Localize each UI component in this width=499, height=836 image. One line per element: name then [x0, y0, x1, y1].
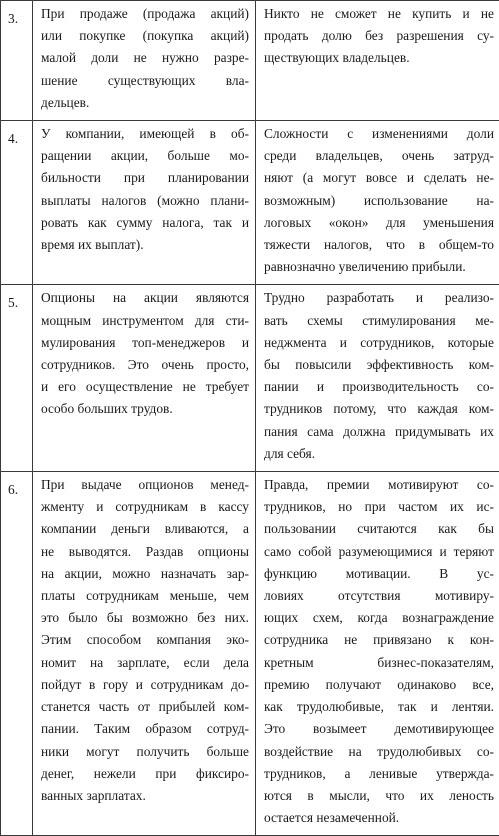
- text-line: кретным бизнес-показателям,: [264, 652, 494, 674]
- text-line: для себя.: [264, 443, 494, 465]
- row-number-cell: [1, 285, 33, 472]
- disadvantage-cell: [256, 1, 499, 121]
- text-line: У компании, имеющей в об-: [41, 123, 249, 145]
- table-row: [1, 1, 499, 121]
- text-line: Трудно разработать и реализо-: [264, 287, 494, 309]
- advantage-cell: [33, 1, 256, 121]
- text-line: пания сама должна придумывать их: [264, 421, 494, 443]
- disadvantage-cell: [256, 121, 499, 285]
- text-line: воздействие на трудолюбивых со-: [264, 741, 494, 763]
- text-line: на акции, можно назначать зар-: [41, 563, 249, 585]
- cell-text: [256, 1, 499, 76]
- disadvantage-cell: [256, 285, 499, 472]
- text-line: платы сотрудникам меньше, чем: [41, 585, 249, 607]
- text-line: ники могут получить больше: [41, 741, 249, 763]
- cell-text: [33, 121, 255, 262]
- text-line: сотрудников. Это очень просто,: [41, 354, 249, 376]
- text-line: трудников потому, что каждая ком-: [264, 398, 494, 420]
- text-line: жменту и сотрудникам в кассу: [41, 496, 249, 518]
- text-line: ванных зарплатах.: [41, 785, 249, 807]
- text-line: бы повысили эффективность ком-: [264, 354, 494, 376]
- text-line: ществующих владельцев.: [264, 47, 494, 69]
- text-line: логовых «окон» для уменьшения: [264, 212, 494, 234]
- cell-text: [33, 472, 255, 813]
- cell-text: [256, 285, 499, 471]
- text-line: мулирования топ-менеджеров и: [41, 332, 249, 354]
- row-number-cell: [1, 1, 33, 121]
- disadvantage-cell: [256, 472, 499, 836]
- text-line: Это возымеет демотивирующее: [264, 718, 494, 740]
- text-line: равнозначно увеличению прибыли.: [264, 256, 494, 278]
- text-line: пойдут в гору и сотрудникам до-: [41, 674, 249, 696]
- text-line: Сложности с изменениями доли: [264, 123, 494, 145]
- text-line: остается незамеченной.: [264, 807, 494, 829]
- text-line: номит на зарплате, если дела: [41, 652, 249, 674]
- text-line: или покупке (покупка акций): [41, 25, 249, 47]
- text-line: При выдаче опционов менед-: [41, 474, 249, 496]
- text-line: мощным инструментом для сти-: [41, 310, 249, 332]
- text-line: компании деньги вливаются, а: [41, 518, 249, 540]
- text-line: премию получают одинаково все,: [264, 674, 494, 696]
- row-number: 3.: [1, 1, 32, 30]
- text-line: Этим способом компания эко-: [41, 629, 249, 651]
- text-line: шение существующих вла-: [41, 70, 249, 92]
- text-line: тяжести налогов, что в общем-то: [264, 234, 494, 256]
- text-line: трудников, но при частом их ис-: [264, 496, 494, 518]
- table-row: [1, 121, 499, 285]
- table-row: [1, 285, 499, 472]
- text-line: не выводятся. Раздав опционы: [41, 541, 249, 563]
- text-line: выплаты налогов (можно плани-: [41, 190, 249, 212]
- text-line: возможным) использование на-: [264, 190, 494, 212]
- advantage-cell: [33, 285, 256, 472]
- text-line: Правда, премии мотивируют со-: [264, 474, 494, 496]
- text-line: станется часть от прибылей ком-: [41, 696, 249, 718]
- cell-text: [256, 472, 499, 835]
- text-line: продать долю без разрешения су-: [264, 25, 494, 47]
- text-line: это было бы возможно без них.: [41, 607, 249, 629]
- text-line: среди владельцев, очень затруд-: [264, 145, 494, 167]
- text-line: ются в мысли, что их леность: [264, 785, 494, 807]
- cell-text: [33, 1, 255, 120]
- row-number: 6.: [1, 472, 32, 501]
- text-line: При продаже (продажа акций): [41, 3, 249, 25]
- advantage-cell: [33, 472, 256, 836]
- text-line: ловиях отсутствия мотивиру-: [264, 585, 494, 607]
- cell-text: [33, 285, 255, 426]
- row-number: 4.: [1, 121, 32, 150]
- text-line: пользовании считаются как бы: [264, 518, 494, 540]
- text-line: пании и производительность со-: [264, 376, 494, 398]
- text-line: сотрудника не привязано к кон-: [264, 629, 494, 651]
- text-line: Никто не сможет не купить и не: [264, 3, 494, 25]
- text-line: ющих схем, когда вознаграждение: [264, 607, 494, 629]
- text-line: особо больших трудов.: [41, 398, 249, 420]
- text-line: ровать как сумму налога, так и: [41, 212, 249, 234]
- text-line: и его осуществление не требует: [41, 376, 249, 398]
- text-line: Опционы на акции являются: [41, 287, 249, 309]
- row-number-cell: [1, 121, 33, 285]
- text-line: ращении акции, больше мо-: [41, 145, 249, 167]
- text-line: неджмента и сотрудников, которые: [264, 332, 494, 354]
- text-line: функцию мотивации. В ус-: [264, 563, 494, 585]
- text-line: няют (а могут вовсе и сделать не-: [264, 167, 494, 189]
- text-line: само собой разумеющимися и теряют: [264, 541, 494, 563]
- text-line: как трудолюбивые, так и лентяи.: [264, 696, 494, 718]
- text-line: вать схемы стимулирования ме-: [264, 310, 494, 332]
- text-line: пании. Таким образом сотруд-: [41, 718, 249, 740]
- text-line: бильности при планировании: [41, 167, 249, 189]
- row-number-cell: [1, 472, 33, 836]
- text-line: малой доли не нужно разре-: [41, 47, 249, 69]
- advantage-cell: [33, 121, 256, 285]
- table-body: [1, 1, 499, 836]
- text-line: время их выплат).: [41, 234, 249, 256]
- row-number: 5.: [1, 285, 32, 314]
- cell-text: [256, 121, 499, 284]
- text-line: трудников, а ленивые утвержда-: [264, 763, 494, 785]
- table-row: [1, 472, 499, 836]
- text-line: денег, нежели при фиксиро-: [41, 763, 249, 785]
- text-line: дельцев.: [41, 92, 249, 114]
